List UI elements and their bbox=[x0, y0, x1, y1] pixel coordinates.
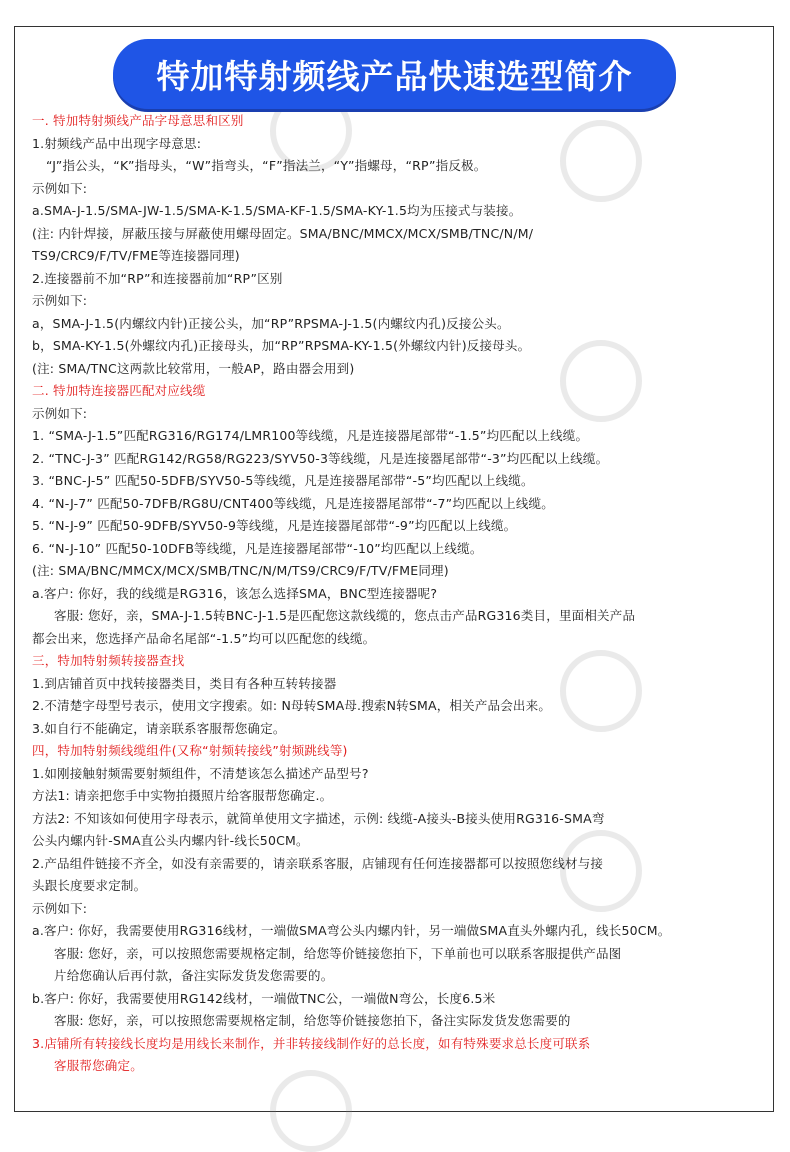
section-heading-line: 客服帮您确定。 bbox=[54, 1058, 143, 1073]
text-line: 2.连接器前不加“RP”和连接器前加“RP”区别 bbox=[32, 270, 283, 286]
section-heading-line: 二. 特加特连接器匹配对应线缆 bbox=[32, 383, 206, 398]
text-line: 5. “N-J-9” 匹配50-9DFB/SYV50-9等线缆，凡是连接器尾部带“-9”均匹配以上线缆。 bbox=[32, 518, 517, 533]
text-line: 3.如自行不能确定，请亲联系客服帮您确定。 bbox=[32, 720, 286, 736]
text-line: 客服: 您好，亲，SMA-J-1.5转BNC-J-1.5是匹配您这款线缆的，您点击产品RG316类目，里面相关产品 bbox=[54, 608, 636, 623]
title-banner bbox=[113, 39, 676, 109]
text-line: TS9/CRC9/F/TV/FME等连接器同理) bbox=[32, 248, 240, 263]
text-line: 方法2: 不知该如何使用字母表示，就简单使用文字描述，示例: 线缆-A接头-B接头使用RG316-SMA弯 bbox=[32, 810, 605, 826]
text-line: 1.如刚接触射频需要射频组件，不清楚该怎么描述产品型号? bbox=[32, 765, 369, 781]
section-heading-line: 一. 特加特射频线产品字母意思和区别 bbox=[32, 113, 244, 128]
text-line: a.SMA-J-1.5/SMA-JW-1.5/SMA-K-1.5/SMA-KF-1.5/SMA-KY-1.5均为压接式与装接。 bbox=[32, 203, 522, 218]
text-line: 6. “N-J-10” 匹配50-10DFB等线缆，凡是连接器尾部带“-10”均匹配以上线缆。 bbox=[32, 540, 483, 556]
text-line: 都会出来，您选择产品命名尾部“-1.5”均可以匹配您的线缆。 bbox=[32, 630, 376, 646]
text-line: 示例如下: bbox=[32, 900, 88, 916]
text-line: 示例如下: bbox=[32, 293, 88, 308]
text-line: a，SMA-J-1.5(内螺纹内针)正接公头，加“RP”RPSMA-J-1.5(内螺纹内孔)反接公头。 bbox=[32, 315, 510, 331]
text-line: 片给您确认后再付款，备注实际发货发您需要的。 bbox=[54, 968, 334, 983]
text-line: 客服: 您好，亲，可以按照您需要规格定制，给您等价链接您拍下，备注实际发货发您需要的 bbox=[54, 1013, 571, 1028]
text-line: “J”指公头，“K”指母头，“W”指弯头，“F”指法兰，“Y”指螺母，“RP”指反极。 bbox=[46, 158, 487, 173]
text-line: 1.到店铺首页中找转接器类目，类目有各种互转转接器 bbox=[32, 675, 337, 691]
text-line: 2.产品组件链接不齐全，如没有亲需要的，请亲联系客服，店铺现有任何连接器都可以按照您线材与接 bbox=[32, 855, 604, 871]
text-line: a.客户: 你好，我的线缆是RG316，该怎么选择SMA，BNC型连接器呢? bbox=[32, 585, 438, 601]
text-line: (注: SMA/BNC/MMCX/MCX/SMB/TNC/N/M/TS9/CRC9/F/TV/FME同理) bbox=[32, 563, 449, 578]
text-line: 头跟长度要求定制。 bbox=[32, 878, 147, 893]
text-line: (注: 内针焊接，屏蔽压接与屏蔽使用螺母固定。SMA/BNC/MMCX/MCX/SMB/TNC/N/M/ bbox=[32, 225, 534, 241]
text-line: 1.射频线产品中出现字母意思: bbox=[32, 135, 202, 151]
section-heading-line: 四，特加特射频线缆组件(又称“射频转接线”射频跳线等) bbox=[32, 743, 348, 758]
text-line: 公头内螺内针-SMA直公头内螺内针-线长50CM。 bbox=[32, 833, 309, 848]
text-line: 方法1: 请亲把您手中实物拍摄照片给客服帮您确定.。 bbox=[32, 788, 333, 803]
page-title: 特加特射频线产品快速选型简介 bbox=[156, 56, 633, 96]
document-body bbox=[32, 110, 772, 1078]
text-line: b，SMA-KY-1.5(外螺纹内孔)正接母头，加“RP”RPSMA-KY-1.5(外螺纹内针)反接母头。 bbox=[32, 338, 531, 353]
text-line: 示例如下: bbox=[32, 180, 88, 196]
text-line: 客服: 您好，亲，可以按照您需要规格定制，给您等价链接您拍下，下单前也可以联系客服提供产品图 bbox=[54, 945, 622, 961]
text-line: (注: SMA/TNC这两款比较常用，一般AP，路由器会用到) bbox=[32, 360, 355, 376]
text-line: 3. “BNC-J-5” 匹配50-5DFB/SYV50-5等线缆，凡是连接器尾部带“-5”均匹配以上线缆。 bbox=[32, 473, 534, 488]
text-line: 示例如下: bbox=[32, 405, 88, 421]
text-line: a.客户: 你好，我需要使用RG316线材，一端做SMA弯公头内螺内针，另一端做SMA直头外螺内孔，线长50CM。 bbox=[32, 923, 671, 938]
text-line: 4. “N-J-7” 匹配50-7DFB/RG8U/CNT400等线缆，凡是连接器尾部带“-7”均匹配以上线缆。 bbox=[32, 495, 554, 511]
text-line: b.客户: 你好，我需要使用RG142线材，一端做TNC公，一端做N弯公，长度6.5米 bbox=[32, 990, 496, 1006]
text-line: 2. “TNC-J-3” 匹配RG142/RG58/RG223/SYV50-3等线缆，凡是连接器尾部带“-3”均匹配以上线缆。 bbox=[32, 450, 609, 466]
text-line: 2.不清楚字母型号表示，使用文字搜索。如: N母转SMA母.搜索N转SMA，相关产品会出来。 bbox=[32, 698, 552, 713]
text-line: 1. “SMA-J-1.5”匹配RG316/RG174/LMR100等线缆，凡是连接器尾部带“-1.5”均匹配以上线缆。 bbox=[32, 428, 589, 443]
section-heading-line: 3.店铺所有转接线长度均是用线长来制作，并非转接线制作好的总长度，如有特殊要求总长度可联系 bbox=[32, 1035, 591, 1051]
section-heading-line: 三，特加特射频转接器查找 bbox=[32, 653, 185, 668]
